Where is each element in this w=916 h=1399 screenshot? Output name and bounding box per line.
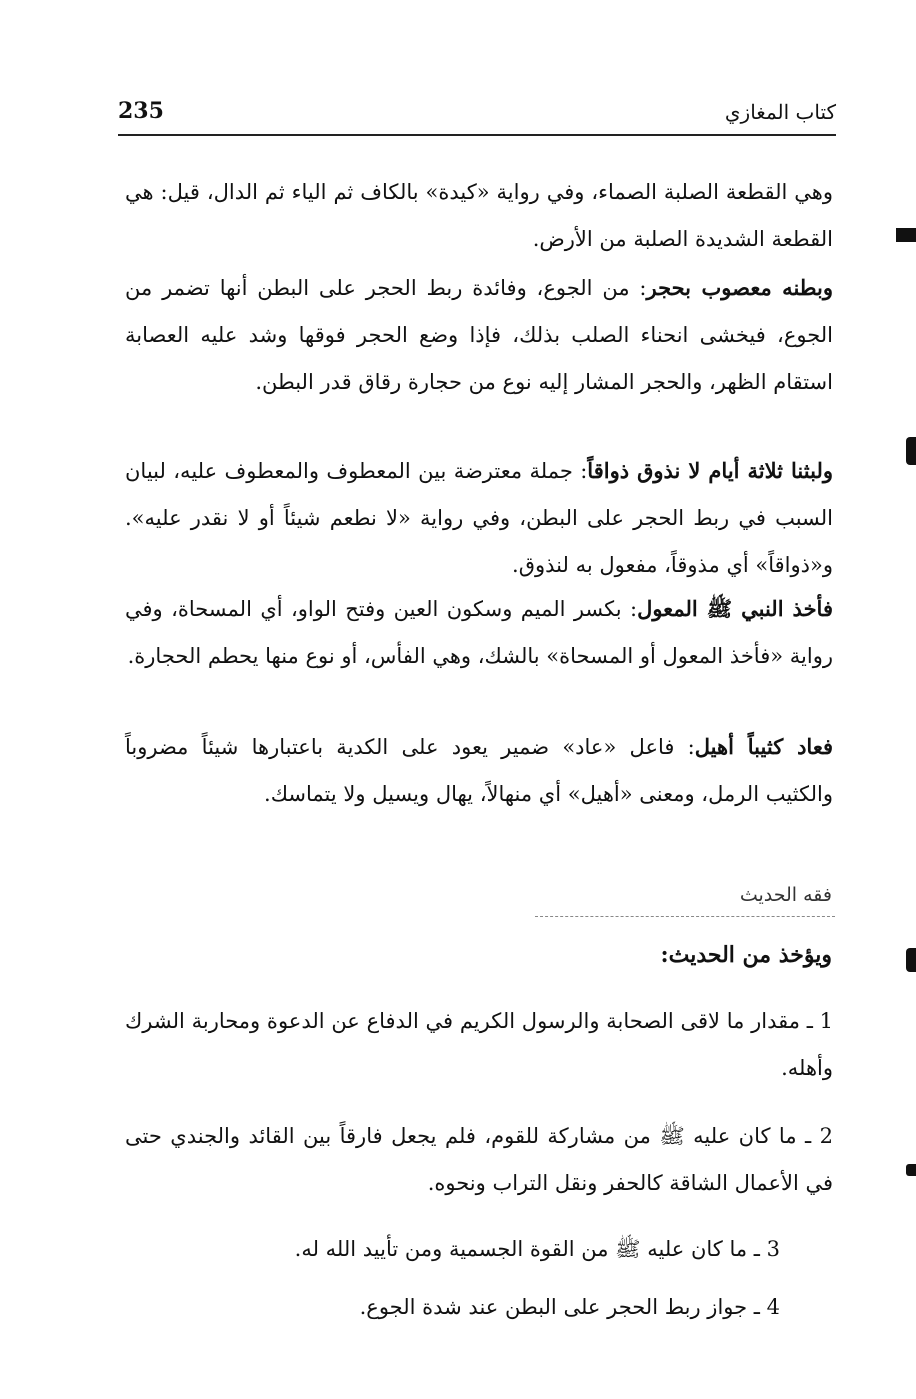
list-item-3: 3 ـ ما كان عليه ﷺ من القوة الجسمية ومن تأييد الله له. xyxy=(294,1237,780,1261)
margin-mark xyxy=(906,948,916,972)
page-header xyxy=(118,98,836,134)
paragraph-lead: فأخذ النبي ﷺ المعول xyxy=(637,596,833,621)
section-heading: فقه الحديث xyxy=(739,884,832,906)
subheading: ويؤخذ من الحديث: xyxy=(660,942,832,968)
paragraph-4 xyxy=(125,585,833,680)
paragraph-text: وهي القطعة الصلبة الصماء، وفي رواية «كيدة» بالكاف ثم الياء ثم الدال، قيل: هي القطعة الشديدة الصلبة من الأرض. xyxy=(125,180,833,251)
paragraph-text: : فاعل «عاد» ضمير يعود على الكدية باعتبارها شيئاً مضروباً والكثيب الرمل، ومعنى «أهيل» أي منهالاً، يهال ويسيل ولا يتماسك. xyxy=(125,735,833,806)
paragraph-text: : جملة معترضة بين المعطوف والمعطوف عليه، لبيان السبب في ربط الحجر على البطن، وفي رواية «لا نطعم شيئاً أو لا نقدر عليه». و«ذواقاً» أي مذوقاً، مفعول به لنذوق. xyxy=(125,459,833,577)
paragraph-lead: فعاد كثيباً أهيل xyxy=(694,734,833,759)
running-title: كتاب المغازي xyxy=(724,100,836,124)
list-item-2: 2 ـ ما كان عليه ﷺ من مشاركة للقوم، فلم يجعل فارقاً بين القائد والجندي حتى في الأعمال الشاقة كالحفر ونقل التراب ونحوه. xyxy=(125,1124,833,1195)
paragraph-1 xyxy=(125,168,833,263)
list-item-1: 1 ـ مقدار ما لاقى الصحابة والرسول الكريم في الدفاع عن الدعوة ومحاربة الشرك وأهله. xyxy=(125,1009,833,1080)
paragraph-text: : بكسر الميم وسكون العين وفتح الواو، أي المسحاة، وفي رواية «فأخذ المعول أو المسحاة» بالشك، وهي الفأس، أو نوع منها يحطم الحجارة. xyxy=(125,597,833,668)
paragraph-lead: ولبثنا ثلاثة أيام لا نذوق ذواقاً xyxy=(587,458,833,483)
margin-mark xyxy=(906,1164,916,1176)
margin-mark xyxy=(906,437,916,465)
paragraph-text: : من الجوع، وفائدة ربط الحجر على البطن أنها تضمر من الجوع، فيخشى انحناء الصلب بذلك، فإذا وضع الحجر فوقها وشد عليه العصابة استقام الظهر، والحجر المشار إليه نوع من حجارة رقاق قدر البطن. xyxy=(125,276,833,394)
header-rule xyxy=(118,134,836,136)
paragraph-3 xyxy=(125,447,833,589)
paragraph-5 xyxy=(125,723,833,818)
paragraph-2 xyxy=(125,264,833,406)
margin-mark xyxy=(896,228,916,242)
paragraph-lead: وبطنه معصوب بحجر xyxy=(646,275,833,300)
page-number: 235 xyxy=(118,98,164,124)
section-rule xyxy=(535,916,835,917)
list-item-4: 4 ـ جواز ربط الحجر على البطن عند شدة الجوع. xyxy=(359,1295,780,1319)
